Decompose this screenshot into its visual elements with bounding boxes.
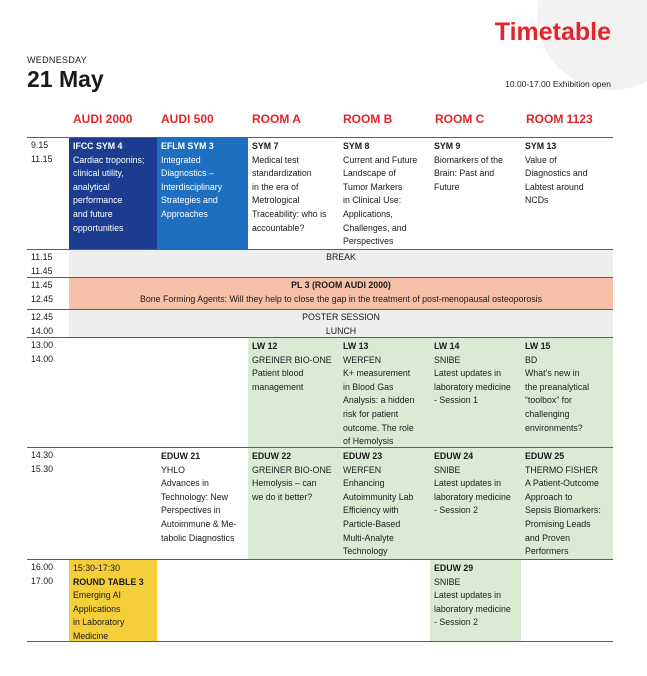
session-lw15[interactable]: LW 15 BD What’s new in the preanalytical “toolbox” for challenging environments?	[521, 338, 613, 447]
session-lw14[interactable]: LW 14 SNIBE Latest updates in laboratory medicine - Session 1	[430, 338, 521, 447]
time-slot: 14.30 15.30	[31, 450, 54, 474]
session-eduw21[interactable]: EDUW 21 YHLO Advances in Technology: New Perspectives in Autoimmune & Me- tabolic Diagnostics	[161, 451, 237, 543]
lunch-label: LUNCH	[325, 325, 357, 336]
session-lw13[interactable]: LW 13 WERFEN K+ measurement in Blood Gas Analysis: a hidden risk for patient outcome. The role of Hemolysis	[339, 338, 430, 447]
time-slot: 9.15 11.15	[31, 140, 53, 164]
session-eduw24[interactable]: EDUW 24 SNIBE Latest updates in laboratory medicine - Session 2	[430, 448, 521, 559]
time-slot: 16.00 17.00	[31, 562, 54, 586]
date-label: 21 May	[27, 66, 104, 92]
break-bar: BREAK	[69, 250, 613, 277]
session-sym9[interactable]: SYM 9 Biomarkers of the Brain: Past and Future	[434, 141, 503, 192]
column-header-room-c: ROOM C	[435, 112, 485, 126]
column-header-audi-500: AUDI 500	[161, 112, 214, 126]
column-header-room-b: ROOM B	[343, 112, 393, 126]
exhibition-note: 10.00-17.00 Exhibition open	[505, 79, 611, 89]
session-eflm-sym3[interactable]: EFLM SYM 3 Integrated Diagnostics – Interdisciplinary Strategies and Approaches	[157, 138, 248, 249]
poster-lunch-bar	[69, 310, 613, 337]
session-pl3[interactable]: PL 3 (ROOM AUDI 2000) Bone Forming Agents: Will they help to close the gap in the treatment of post-menopausal osteoporosis	[69, 278, 613, 309]
session-eduw29[interactable]: EDUW 29 SNIBE Latest updates in laboratory medicine - Session 2	[430, 560, 521, 641]
time-slot: 11.15 11.45	[31, 252, 53, 276]
column-header-audi-2000: AUDI 2000	[73, 112, 133, 126]
time-slot: 11.45 12.45	[31, 280, 54, 304]
session-sym13[interactable]: SYM 13 Value of Diagnostics and Labtest around NCDs	[525, 141, 588, 206]
time-slot: 13.00 14.00	[31, 340, 54, 364]
session-eduw22[interactable]: EDUW 22 GREINER BIO-ONE Hemolysis – can we do it better?	[248, 448, 339, 559]
column-header-room-1123: ROOM 1123	[526, 112, 593, 126]
poster-session-label: POSTER SESSION	[302, 312, 380, 322]
session-sym7[interactable]: SYM 7 Medical test standardization in the era of Metrological Traceability: who is accountable?	[252, 141, 327, 233]
time-slot: 12.45 14.00	[31, 312, 54, 336]
session-lw12[interactable]: LW 12 GREINER BIO-ONE Patient blood management	[248, 338, 339, 447]
column-header-room-a: ROOM A	[252, 112, 301, 126]
session-sym8[interactable]: SYM 8 Current and Future Landscape of Tumor Markers in Clinical Use: Applications, Challenges, and Perspectives	[343, 141, 418, 247]
page-title: Timetable	[494, 18, 611, 46]
session-ifcc-sym4[interactable]: IFCC SYM 4 Cardiac troponins; clinical utility, analytical performance and future opportunities	[69, 138, 157, 249]
weekday-label: WEDNESDAY	[27, 55, 88, 65]
session-eduw23[interactable]: EDUW 23 WERFEN Enhancing Autoimmunity Lab Efficiency with Particle-Based Multi-Analyte Technology	[339, 448, 430, 559]
session-eduw25[interactable]: EDUW 25 THERMO FISHER A Patient-Outcome Approach to Sepsis Biomarkers: Promising Leads and Proven Performers	[521, 448, 613, 559]
session-round-table-3[interactable]: 15:30-17:30 ROUND TABLE 3 Emerging AI Applications in Laboratory Medicine	[69, 560, 157, 641]
